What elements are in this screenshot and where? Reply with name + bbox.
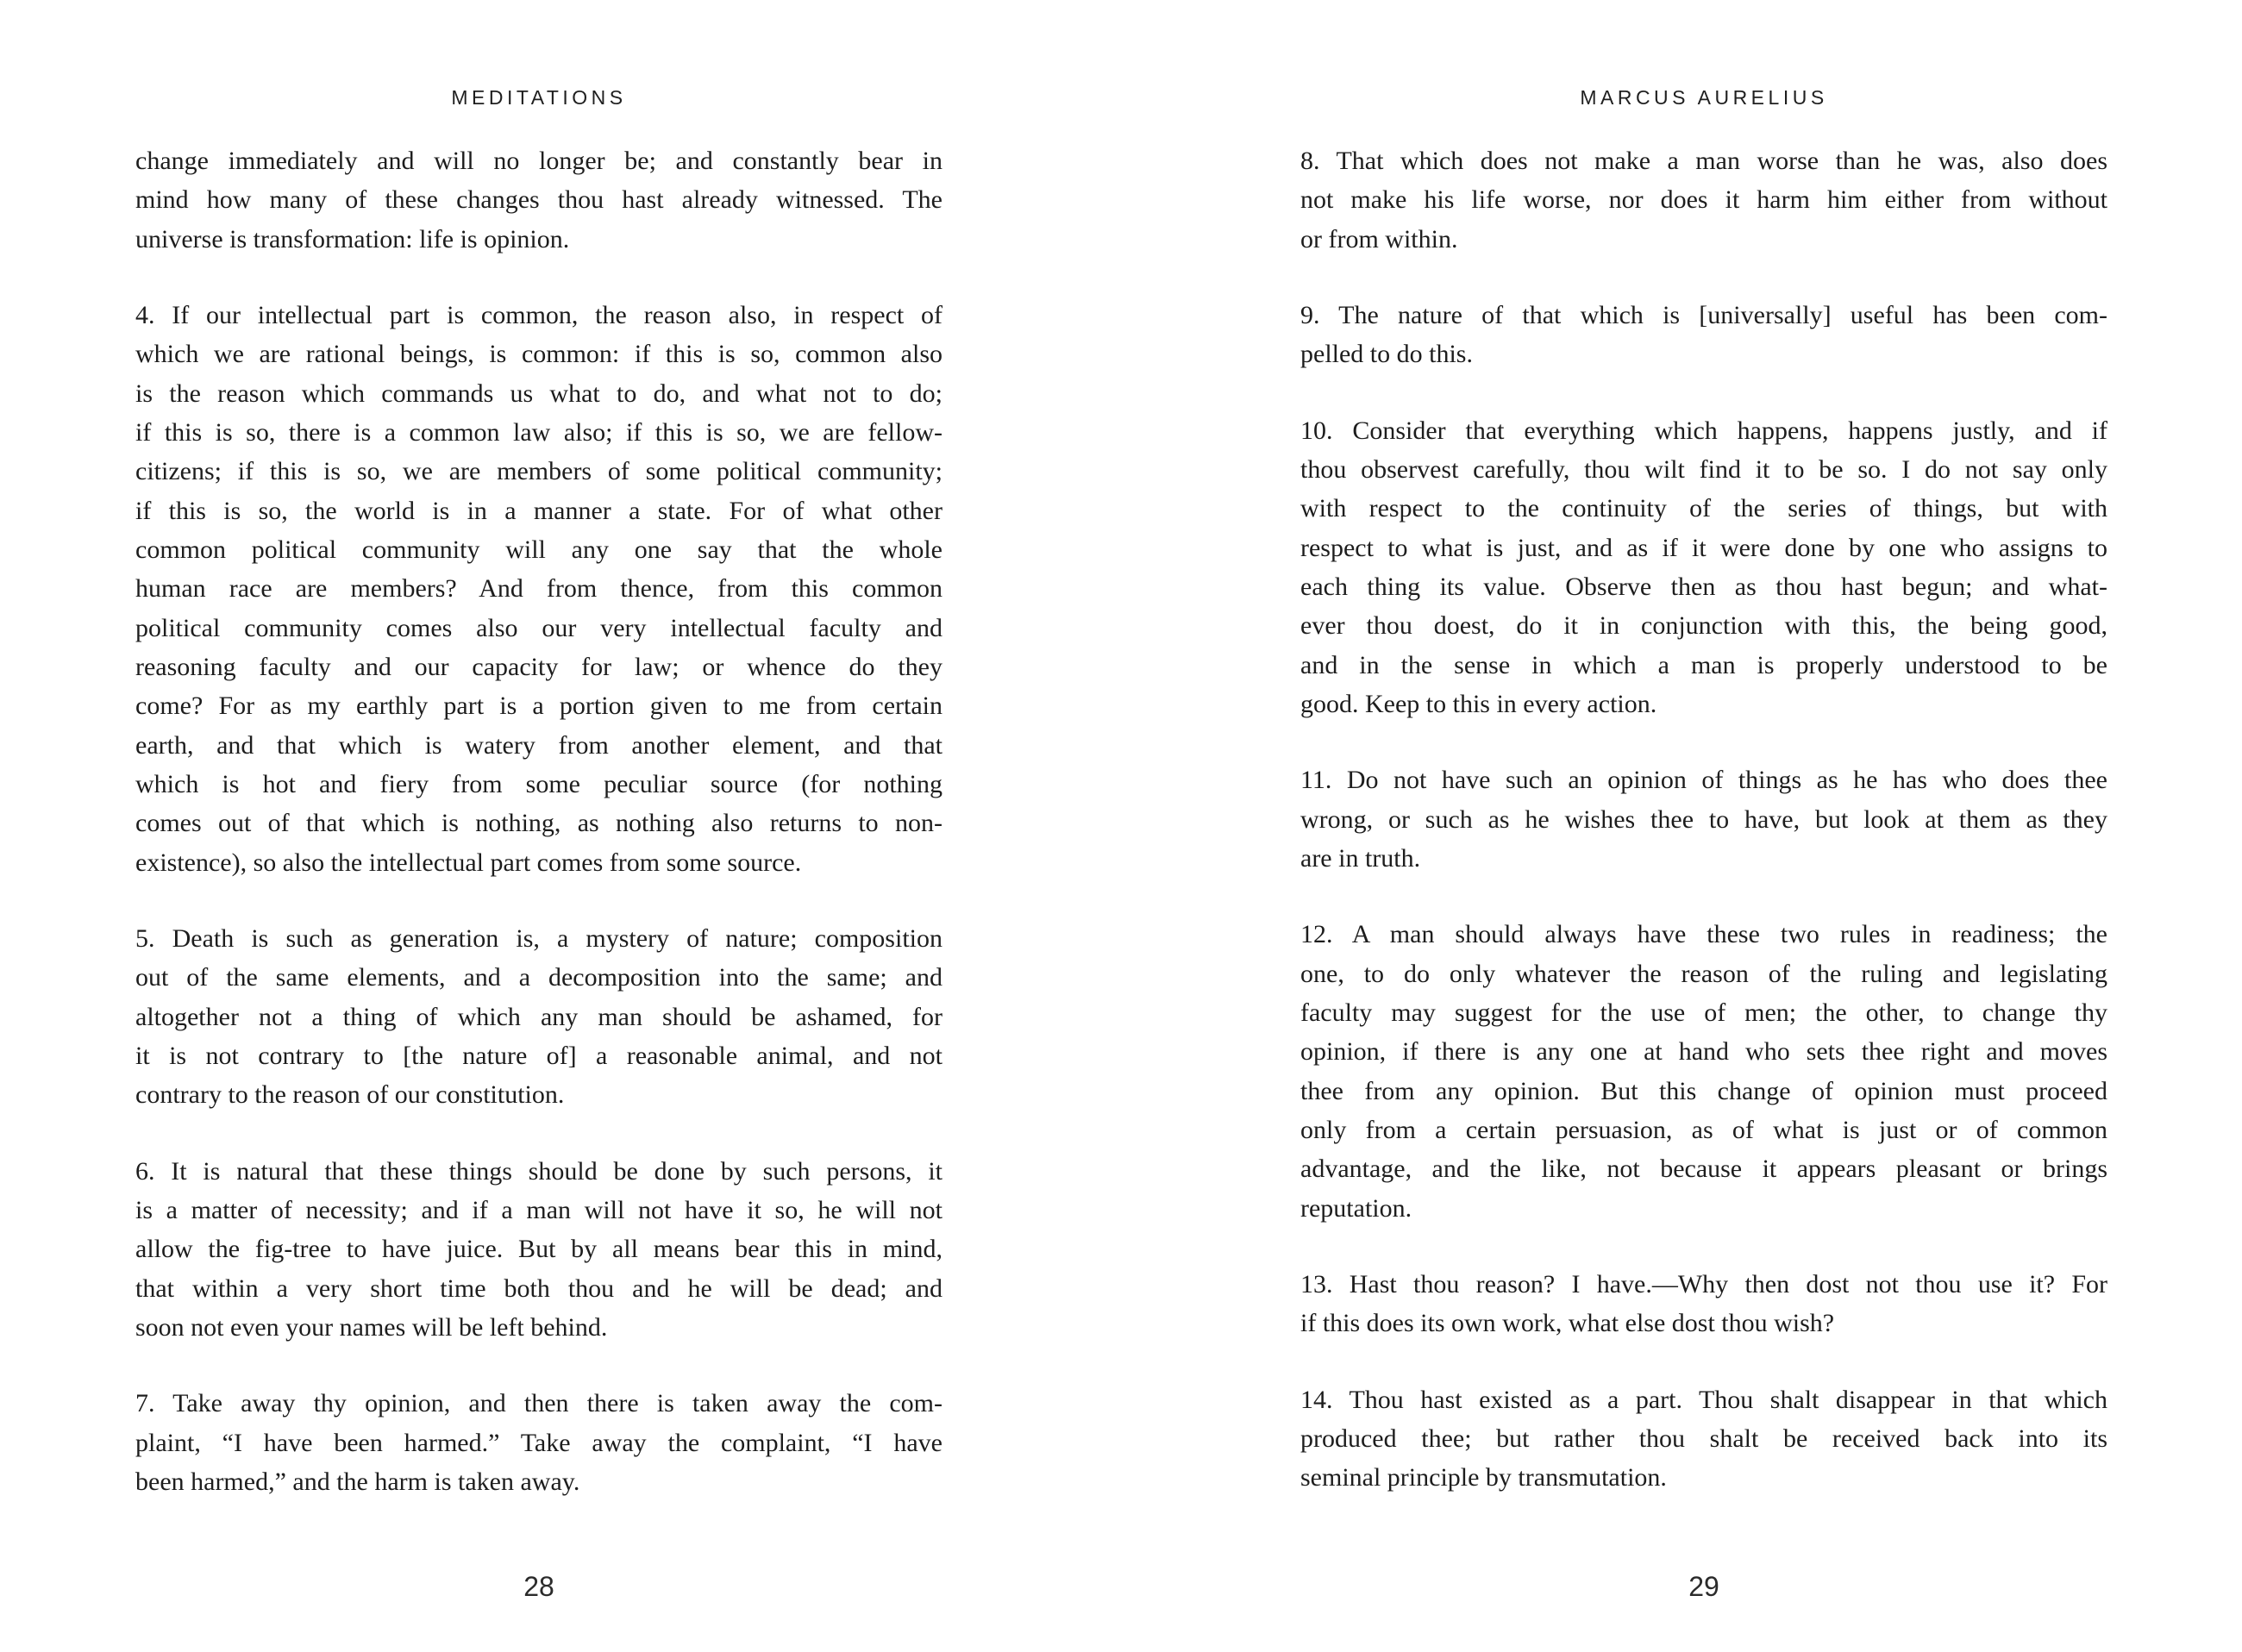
text-line: if this does its own work, what else dost thou wish?: [1300, 1309, 1835, 1338]
text-line: is a matter of necessity; and if a man will not have it so, he will not: [135, 1195, 943, 1224]
text-line: that within a very short time both thou and he will be dead; and: [135, 1273, 943, 1303]
text-line: citizens; if this is so, we are members of some political community;: [135, 457, 943, 486]
paragraph: [1300, 915, 2107, 1228]
text-line: which we are rational beings, is common: if this is so, common also: [135, 340, 943, 369]
text-line: thee from any opinion. But this change of opinion must proceed: [1300, 1076, 2107, 1105]
page-number-right: 29: [1688, 1571, 1719, 1602]
text-line: political community comes also our very intellectual faculty and: [135, 613, 943, 642]
text-line: 4. If our intellectual part is common, the reason also, in respect of: [135, 300, 943, 329]
paragraph: [1300, 760, 2107, 878]
text-line: comes out of that which is nothing, as nothing also returns to non-: [135, 809, 943, 838]
text-line: been harmed,” and the harm is taken away.: [135, 1467, 580, 1496]
text-line: human race are members? And from thence, from this common: [135, 574, 943, 604]
text-line: each thing its value. Observe then as thou hast begun; and what-: [1300, 572, 2107, 601]
text-line: which is hot and fiery from some peculiar source (for nothing: [135, 769, 943, 798]
text-line: 12. A man should always have these two rules in readiness; the: [1300, 920, 2107, 949]
text-line: seminal principle by transmutation.: [1300, 1463, 1667, 1492]
page-number-left: 28: [523, 1571, 554, 1602]
text-line: universe is transformation: life is opinion.: [135, 224, 570, 253]
text-line: earth, and that which is watery from another element, and that: [135, 730, 943, 760]
text-line: good. Keep to this in every action.: [1300, 689, 1657, 718]
text-line: reasoning faculty and our capacity for law; or whence do they: [135, 652, 943, 681]
text-line: are in truth.: [1300, 843, 1421, 873]
text-line: contrary to the reason of our constitution.: [135, 1080, 565, 1110]
text-line: pelled to do this.: [1300, 340, 1473, 369]
text-line: 9. The nature of that which is [universally] useful has been com-: [1300, 300, 2107, 329]
text-line: common political community will any one say that the whole: [135, 535, 943, 564]
paragraph: [135, 1384, 943, 1501]
text-line: 6. It is natural that these things should be done by such persons, it: [135, 1156, 943, 1186]
text-line: 7. Take away thy opinion, and then there is taken away the com-: [135, 1389, 943, 1418]
text-line: existence), so also the intellectual part comes from some source.: [135, 848, 802, 877]
right-page-text: [1300, 141, 2107, 1535]
paragraph: [135, 919, 943, 1115]
paragraph: [1300, 1265, 2107, 1343]
text-line: and in the sense in which a man is properly understood to be: [1300, 650, 2107, 679]
text-line: 5. Death is such as generation is, a mystery of nature; composition: [135, 923, 943, 953]
text-line: mind how many of these changes thou hast already witnessed. The: [135, 185, 943, 215]
text-line: only from a certain persuasion, as of what is just or of common: [1300, 1115, 2107, 1144]
text-line: if this is so, the world is in a manner a state. For of what other: [135, 496, 943, 525]
text-line: not make his life worse, nor does it harm him either from without: [1300, 185, 2107, 215]
text-line: 10. Consider that everything which happens, happens justly, and if: [1300, 416, 2107, 445]
text-line: thou observest carefully, thou wilt find it to be so. I do not say only: [1300, 454, 2107, 484]
text-line: respect to what is just, and as if it were done by one who assigns to: [1300, 533, 2107, 562]
text-line: faculty may suggest for the use of men; the other, to change thy: [1300, 998, 2107, 1027]
text-line: ever thou doest, do it in conjunction with this, the being good,: [1300, 611, 2107, 641]
text-line: one, to do only whatever the reason of the ruling and legislating: [1300, 959, 2107, 988]
paragraph: [1300, 411, 2107, 724]
text-line: it is not contrary to [the nature of] a reasonable animal, and not: [135, 1041, 943, 1070]
paragraph: [1300, 141, 2107, 259]
paragraph: [1300, 1380, 2107, 1498]
text-line: 13. Hast thou reason? I have.—Why then dost not thou use it? For: [1300, 1269, 2107, 1298]
running-header-left: MEDITATIONS: [451, 86, 627, 109]
text-line: plaint, “I have been harmed.” Take away the complaint, “I have: [135, 1428, 943, 1457]
text-line: with respect to the continuity of the series of things, but with: [1300, 494, 2107, 523]
text-line: wrong, or such as he wishes thee to have, but look at them as they: [1300, 804, 2107, 834]
text-line: allow the fig-tree to have juice. But by all means bear this in mind,: [135, 1235, 943, 1264]
text-line: change immediately and will no longer be; and constantly bear in: [135, 147, 943, 175]
paragraph: [135, 1152, 943, 1348]
running-header-right: MARCUS AURELIUS: [1580, 86, 1828, 109]
text-line: soon not even your names will be left behind.: [135, 1312, 608, 1342]
text-line: or from within.: [1300, 224, 1458, 253]
text-line: reputation.: [1300, 1193, 1412, 1223]
text-line: is the reason which commands us what to do, and what not to do;: [135, 379, 943, 408]
text-line: if this is so, there is a common law also; if this is so, we are fellow-: [135, 417, 943, 447]
paragraph: [135, 141, 943, 259]
text-line: 11. Do not have such an opinion of things as he has who does thee: [1300, 766, 2107, 795]
text-line: advantage, and the like, not because it appears pleasant or brings: [1300, 1155, 2107, 1184]
paragraph: [135, 296, 943, 882]
left-page-text: [135, 141, 943, 1538]
text-line: 8. That which does not make a man worse than he was, also does: [1300, 147, 2107, 175]
text-line: 14. Thou hast existed as a part. Thou shalt disappear in that which: [1300, 1385, 2107, 1414]
text-line: produced thee; but rather thou shalt be received back into its: [1300, 1424, 2107, 1453]
paragraph: [1300, 296, 2107, 374]
text-line: out of the same elements, and a decomposition into the same; and: [135, 963, 943, 992]
text-line: altogether not a thing of which any man should be ashamed, for: [135, 1002, 943, 1031]
text-line: come? For as my earthly part is a portion given to me from certain: [135, 691, 943, 721]
text-line: opinion, if there is any one at hand who sets thee right and moves: [1300, 1037, 2107, 1067]
